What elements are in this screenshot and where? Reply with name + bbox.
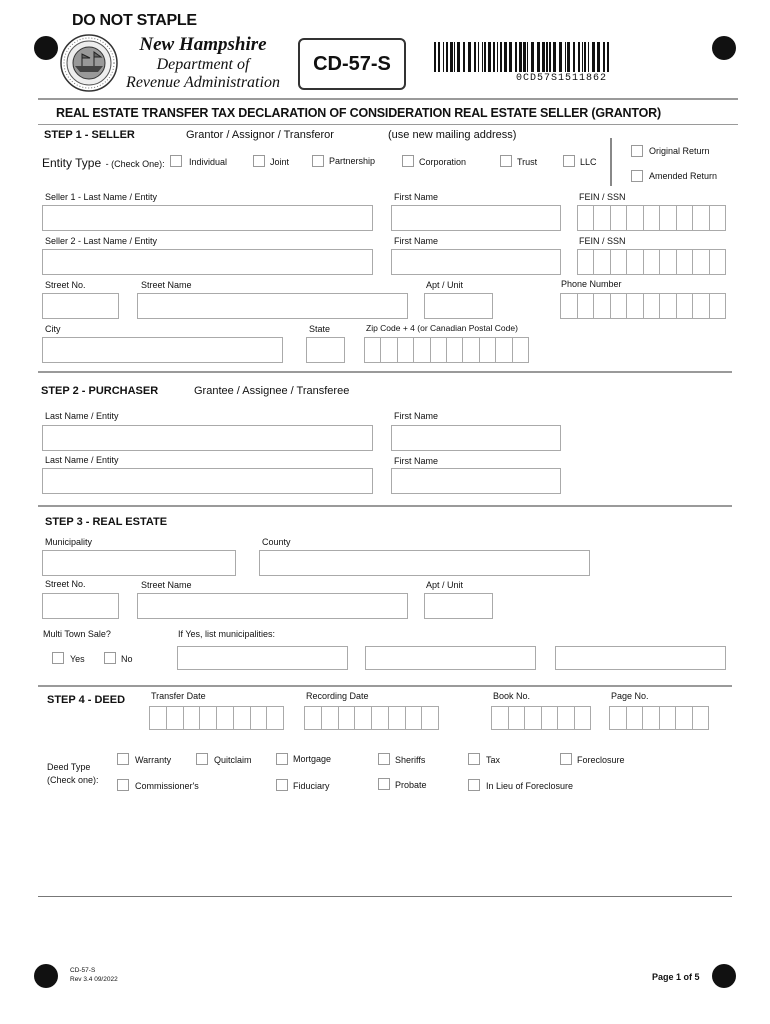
label-deed-probate: Probate [395, 780, 427, 790]
barcode-bar [493, 42, 495, 72]
checkbox-deed-sheriffs[interactable] [378, 753, 390, 765]
barcode-bar [588, 42, 589, 72]
seller-city-label: City [45, 324, 61, 334]
seller-street-no-label: Street No. [45, 280, 86, 290]
deed-type-label: Deed Type [47, 762, 91, 772]
seller-phone-label: Phone Number [561, 279, 622, 289]
purchaser2-first-name-input[interactable] [391, 468, 561, 494]
state-seal-icon [60, 34, 118, 92]
barcode-bar [500, 42, 502, 72]
barcode-bar [438, 42, 440, 72]
form-code: CD-57-S [313, 53, 391, 75]
purchaser1-last-name-label: Last Name / Entity [45, 411, 119, 421]
purchaser1-first-name-input[interactable] [391, 425, 561, 451]
agency-department: Department of [156, 56, 250, 73]
seller-street-name-label: Street Name [141, 280, 192, 290]
label-llc: LLC [580, 157, 597, 167]
checkbox-partnership[interactable] [312, 155, 324, 167]
property-street-name-input[interactable] [137, 593, 408, 619]
barcode-bar [482, 42, 483, 72]
page-no-input[interactable] [609, 706, 709, 730]
label-corporation: Corporation [419, 157, 467, 167]
barcode-bar [488, 42, 491, 72]
agency-division: Revenue Administration [126, 74, 280, 91]
barcode-bar [537, 42, 540, 72]
checkbox-multi-town-no[interactable] [104, 652, 116, 664]
if-yes-label: If Yes, list municipalities: [178, 629, 276, 639]
purchaser2-first-name-label: First Name [394, 456, 439, 466]
barcode-bar [454, 42, 455, 72]
step1-subheading: Grantor / Assignor / Transferor [186, 129, 334, 141]
seller2-name-label: Seller 2 - Last Name / Entity [45, 236, 158, 246]
barcode-bar [457, 42, 460, 72]
property-street-no-input[interactable] [42, 593, 119, 619]
label-joint: Joint [270, 157, 290, 167]
seller2-first-name-label: First Name [394, 236, 439, 246]
seller1-first-name-label: First Name [394, 192, 439, 202]
barcode-bar [584, 42, 586, 72]
purchaser1-last-name-input[interactable] [42, 425, 373, 451]
seller1-last-name-input[interactable] [42, 205, 373, 231]
purchaser2-last-name-label: Last Name / Entity [45, 455, 119, 465]
seller1-fein-input[interactable] [577, 205, 726, 231]
step2-bottom-rule [38, 505, 732, 507]
barcode-bar [468, 42, 471, 72]
step3-heading: STEP 3 - REAL ESTATE [45, 516, 168, 528]
do-not-staple: DO NOT STAPLE [72, 12, 197, 29]
label-partnership: Partnership [329, 156, 376, 166]
form-title: REAL ESTATE TRANSFER TAX DECLARATION OF CONSIDERATION REAL ESTATE SELLER (GRANTOR) [56, 106, 661, 120]
municipality-label: Municipality [45, 537, 93, 547]
transfer-date-label: Transfer Date [151, 691, 206, 701]
barcode-bar [519, 42, 522, 72]
seller2-fein-label: FEIN / SSN [579, 236, 626, 246]
seller-zip-label: Zip Code + 4 (or Canadian Postal Code) [366, 323, 518, 333]
title-rule [38, 124, 738, 125]
seller-state-input[interactable] [306, 337, 345, 363]
barcode-bar [474, 42, 476, 72]
checkbox-deed-quitclaim[interactable] [196, 753, 208, 765]
seller-zip-input[interactable] [364, 337, 529, 363]
agency-state: New Hampshire [139, 34, 267, 55]
checkbox-deed-in-lieu[interactable] [468, 779, 480, 791]
barcode-bar [497, 42, 498, 72]
checkbox-individual[interactable] [170, 155, 182, 167]
barcode-bar [504, 42, 507, 72]
book-no-input[interactable] [491, 706, 591, 730]
label-deed-commissioners: Commissioner's [135, 781, 199, 791]
seller-street-no-input[interactable] [42, 293, 119, 319]
label-trust: Trust [517, 157, 538, 167]
municipality-list-input-1[interactable] [177, 646, 348, 670]
step2-heading: STEP 2 - PURCHASER [41, 385, 159, 397]
page-number: Page 1 of 5 [652, 972, 700, 982]
label-deed-sheriffs: Sheriffs [395, 755, 426, 765]
purchaser1-first-name-label: First Name [394, 411, 439, 421]
checkbox-deed-fiduciary[interactable] [276, 779, 288, 791]
barcode-bar [578, 42, 580, 72]
step2-subheading: Grantee / Assignee / Transferee [194, 385, 350, 397]
checkbox-joint[interactable] [253, 155, 265, 167]
step4-heading: STEP 4 - DEED [47, 694, 126, 706]
seller1-name-label: Seller 1 - Last Name / Entity [45, 192, 158, 202]
agency-name [118, 34, 288, 92]
return-divider [610, 138, 612, 186]
property-apt-input[interactable] [424, 593, 493, 619]
checkbox-deed-foreclosure[interactable] [560, 753, 572, 765]
step1-bottom-rule [38, 371, 732, 373]
barcode-bar [549, 42, 551, 72]
seller2-last-name-input[interactable] [42, 249, 373, 275]
footer-form-info [70, 966, 118, 984]
step1-heading: STEP 1 - SELLER [44, 129, 135, 141]
barcode-bar [446, 42, 448, 72]
label-deed-mortgage: Mortgage [293, 754, 332, 764]
checkbox-deed-probate[interactable] [378, 778, 390, 790]
recording-date-label: Recording Date [306, 691, 369, 701]
form-code-box [298, 38, 406, 90]
label-multi-town-no: No [121, 654, 133, 664]
checkbox-original-return[interactable] [631, 145, 643, 157]
step3-bottom-rule [38, 685, 732, 687]
checkbox-multi-town-yes[interactable] [52, 652, 64, 664]
registration-mark-top-left [34, 36, 58, 60]
checkbox-deed-mortgage[interactable] [276, 753, 288, 765]
purchaser2-last-name-input[interactable] [42, 468, 373, 494]
label-deed-in-lieu: In Lieu of Foreclosure [486, 781, 574, 791]
barcode-bar [509, 42, 512, 72]
checkbox-deed-commissioners[interactable] [117, 779, 129, 791]
footer-revision: Rev 3.4 09/2022 [70, 976, 118, 983]
step4-bottom-rule [38, 896, 732, 897]
seller-city-input[interactable] [42, 337, 283, 363]
barcode-bar [523, 42, 526, 72]
seller2-fein-input[interactable] [577, 249, 726, 275]
label-deed-fiduciary: Fiduciary [293, 781, 330, 791]
book-no-label: Book No. [493, 691, 531, 701]
barcode-bar [603, 42, 605, 72]
registration-mark-bottom-right [712, 964, 736, 988]
barcode-bar [597, 42, 600, 72]
label-multi-town-yes: Yes [70, 654, 85, 664]
seller1-first-name-input[interactable] [391, 205, 561, 231]
label-amended-return: Amended Return [649, 171, 718, 181]
barcode-bar [559, 42, 562, 72]
checkbox-deed-tax[interactable] [468, 753, 480, 765]
label-deed-warranty: Warranty [135, 755, 172, 765]
municipality-list-input-2[interactable] [365, 646, 536, 670]
barcode-bar [582, 42, 583, 72]
municipality-input[interactable] [42, 550, 236, 576]
barcode-bar [434, 42, 436, 72]
barcode-bar [484, 42, 486, 72]
seller-apt-label: Apt / Unit [426, 280, 464, 290]
seller-state-label: State [309, 324, 331, 334]
entity-type-label: Entity Type - (Check One): [42, 156, 165, 170]
checkbox-trust[interactable] [500, 155, 512, 167]
property-street-name-label: Street Name [141, 580, 192, 590]
property-apt-label: Apt / Unit [426, 580, 464, 590]
barcode-bar [567, 42, 570, 72]
transfer-date-input[interactable] [149, 706, 284, 730]
barcode-bar [542, 42, 545, 72]
barcode-bar [531, 42, 534, 72]
label-deed-foreclosure: Foreclosure [577, 755, 625, 765]
barcode-bar [546, 42, 548, 72]
seller-apt-input[interactable] [424, 293, 493, 319]
barcode-bar [592, 42, 595, 72]
barcode-bar [607, 42, 609, 72]
barcode-bar [443, 42, 444, 72]
municipality-list-input-3[interactable] [555, 646, 726, 670]
mailing-note: (use new mailing address) [388, 129, 517, 141]
deed-type-check-one: (Check one): [47, 775, 99, 785]
seller-phone-input[interactable] [560, 293, 726, 319]
checkbox-amended-return[interactable] [631, 170, 643, 182]
barcode-bar [463, 42, 465, 72]
seller1-fein-label: FEIN / SSN [579, 192, 626, 202]
footer-form-code: CD-57-S [70, 967, 96, 974]
seller2-first-name-input[interactable] [391, 249, 561, 275]
checkbox-corporation[interactable] [402, 155, 414, 167]
barcode [432, 42, 614, 90]
barcode-bar [573, 42, 575, 72]
property-street-no-label: Street No. [45, 579, 86, 589]
label-individual: Individual [189, 157, 228, 167]
barcode-bar [478, 42, 479, 72]
recording-date-input[interactable] [304, 706, 439, 730]
barcode-bar [515, 42, 517, 72]
registration-mark-top-right [712, 36, 736, 60]
county-input[interactable] [259, 550, 590, 576]
registration-mark-bottom-left [34, 964, 58, 988]
barcode-bar [565, 42, 566, 72]
barcode-text: 0CD57S1511862 [516, 73, 608, 84]
seller-street-name-input[interactable] [137, 293, 408, 319]
page-no-label: Page No. [611, 691, 649, 701]
county-label: County [262, 537, 291, 547]
label-deed-tax: Tax [486, 755, 501, 765]
barcode-bar [527, 42, 528, 72]
checkbox-deed-warranty[interactable] [117, 753, 129, 765]
label-original-return: Original Return [649, 146, 710, 156]
checkbox-llc[interactable] [563, 155, 575, 167]
barcode-bar [553, 42, 556, 72]
barcode-bar [450, 42, 453, 72]
multi-town-label: Multi Town Sale? [43, 629, 111, 639]
label-deed-quitclaim: Quitclaim [214, 755, 252, 765]
header-rule [38, 98, 738, 100]
